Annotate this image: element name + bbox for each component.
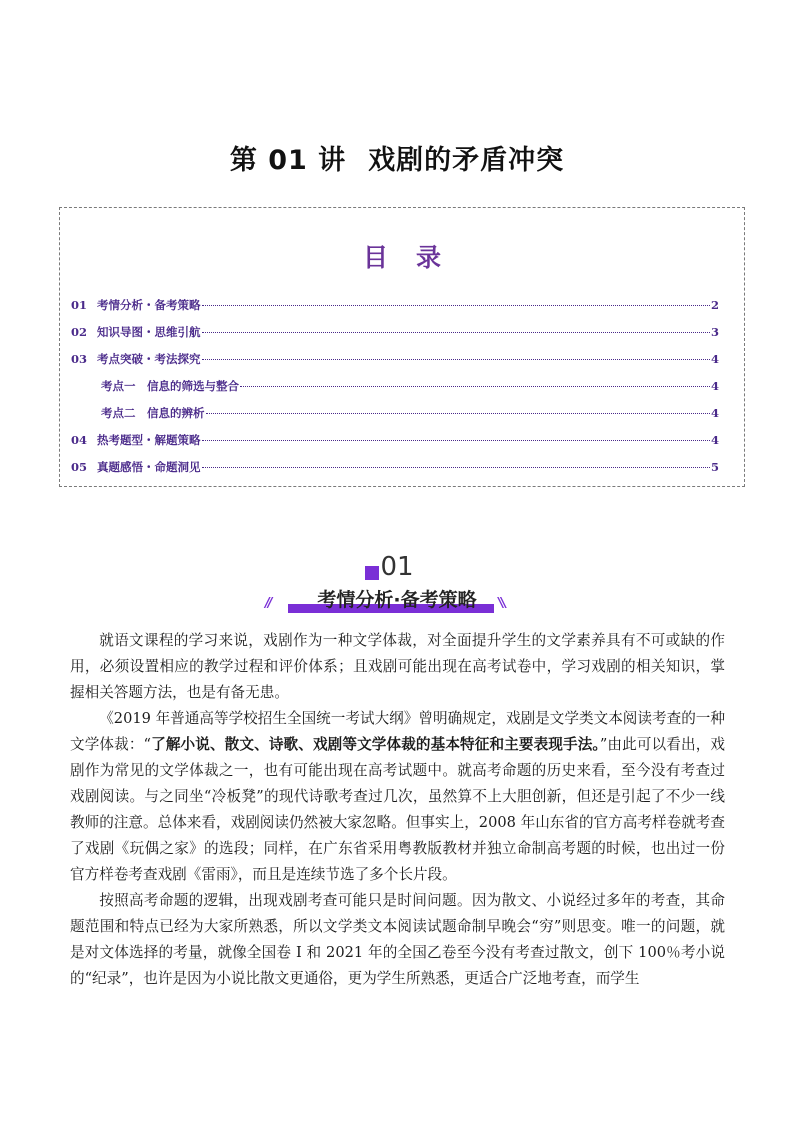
toc-item[interactable] [71, 405, 719, 432]
toc-item-label: 考点二 信息的辨析 [101, 406, 205, 420]
toc-item[interactable] [71, 378, 719, 405]
table-of-contents [59, 207, 745, 487]
toc-item[interactable] [71, 459, 719, 486]
toc-item-number: 04 [71, 433, 88, 447]
toc-leader-dots [206, 413, 710, 414]
paragraph-text: ”由此可以看出，戏剧作为常见的文学体裁之一，也有可能出现在高考试题中。就高考命题的历史来看，至今没有考查过戏剧阅读。与之同坐“冷板凳”的现代诗歌考查过几次，虽然算不上大胆创新，但还是引起了不少一线教师的注意。总体来看，戏剧阅读仍然被大家忽略。但事实上，2008 年山东省的官方高考样卷就考查了戏剧《玩偶之家》的选段；同样，在广东省采用粤教版教材并独立命制高考题的时候，也出过一份官方样卷考查戏剧《雷雨》，而且是连续节选了多个长片段。 [70, 736, 726, 883]
toc-item-label: 考情分析・备考策略 [97, 298, 201, 312]
paragraph [70, 706, 725, 888]
paragraph: 按照高考命题的逻辑，出现戏剧考查可能只是时间问题。因为散文、小说经过多年的考查，其命题范围和特点已经为大家所熟悉，所以文学类文本阅读试题命制早晚会“穷”则思变。唯一的问题，就是对文体选择的考量，就像全国卷 I 和 2021 年的全国乙卷至今没有考查过散文，创下 100％考小说的“纪录”，也许是因为小说比散文更通俗，更为学生所熟悉，更适合广泛地考查，而学生 [70, 892, 725, 987]
section-number: 01 [380, 552, 414, 582]
banner-slashes-right: // [500, 596, 506, 611]
paragraph-text: 《2019 年普通高等学校招生全国统一考试大纲》曾明确规定，戏剧是文学类文本阅读考查的一种文学体裁：“ [70, 710, 725, 753]
page-title [0, 138, 794, 177]
toc-item-page: 5 [710, 460, 719, 474]
lecture-topic: 戏剧的矛盾冲突 [368, 145, 565, 176]
toc-item-label: 热考题型・解题策略 [97, 433, 201, 447]
toc-item-label: 真题感悟・命题洞见 [97, 460, 201, 474]
toc-item-number: 03 [71, 352, 88, 366]
paragraph: 就语文课程的学习来说，戏剧作为一种文学体裁，对全面提升学生的文学素养具有不可或缺的作用，必须设置相应的教学过程和评价体系；且戏剧可能出现在高考试卷中，学习戏剧的相关知识，掌握相关答题方法，也是有备无患。 [70, 632, 725, 701]
toc-item-page: 4 [710, 352, 719, 366]
toc-item-page: 4 [710, 379, 719, 393]
toc-leader-dots [202, 467, 710, 468]
toc-item-page: 2 [710, 298, 719, 312]
toc-item-number: 01 [71, 298, 88, 312]
toc-leader-dots [202, 332, 710, 333]
section-title: 考情分析·备考策略 [317, 589, 477, 611]
toc-item[interactable] [71, 324, 719, 351]
toc-item[interactable] [71, 351, 719, 378]
toc-leader-dots [240, 386, 710, 387]
toc-leader-dots [202, 305, 710, 306]
toc-item-number: 05 [71, 460, 88, 474]
toc-item-number: 02 [71, 325, 88, 339]
toc-item-page: 4 [710, 433, 719, 447]
toc-leader-dots [202, 359, 710, 360]
paragraph-emphasis: 了解小说、散文、诗歌、戏剧等文学体裁的基本特征和主要表现手法。 [151, 736, 600, 753]
toc-item-page: 3 [710, 325, 719, 339]
toc-item[interactable] [71, 432, 719, 459]
toc-item-label: 知识导图・思维引航 [97, 325, 201, 339]
toc-list [71, 297, 719, 486]
toc-item-label: 考点一 信息的筛选与整合 [101, 379, 239, 393]
toc-leader-dots [202, 440, 710, 441]
body-text [70, 628, 725, 992]
lecture-number: 第 01 讲 [229, 145, 347, 176]
toc-item-page: 4 [710, 406, 719, 420]
toc-item[interactable] [71, 297, 719, 324]
toc-heading: 目录 [362, 243, 469, 272]
toc-item-label: 考点突破・考法探究 [97, 352, 201, 366]
banner-slashes-left: // [265, 596, 271, 611]
